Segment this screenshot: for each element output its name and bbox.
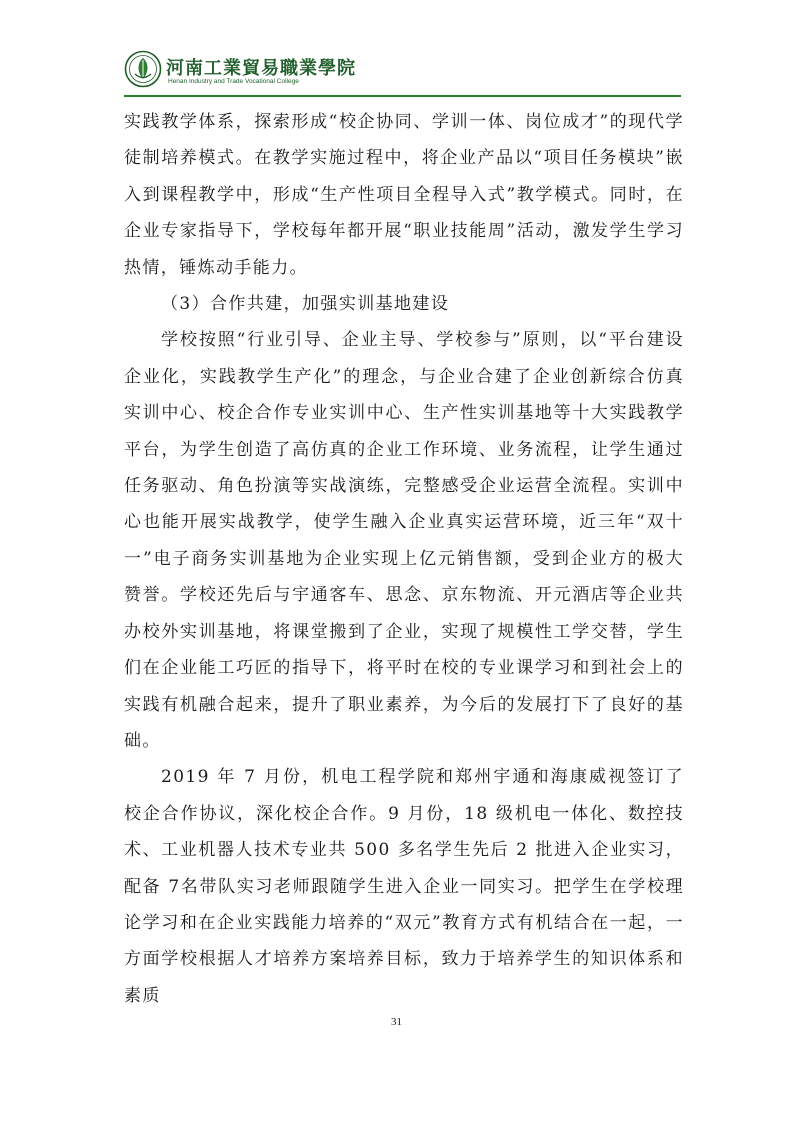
paragraph-continued: 实践教学体系，探索形成“校企协同、学训一体、岗位成才”的现代学徒制培养模式。在教学实施过程中，将企业产品以“项目任务模块”嵌入到课程教学中，形成“生产性项目全程导入式”教学模式。同时，在企业专家指导下，学校每年都开展“职业技能周”活动，激发学生学习热情，锤炼动手能力。	[124, 112, 684, 278]
page-header	[124, 50, 684, 96]
paragraph-mechatronics: 2019 年 7 月份，机电工程学院和郑州宇通和海康威视签订了校企合作协议，深化校企合作。9 月份，18 级机电一体化、数控技术、工业机器人技术专业共 500 多名学生先后 2 批进入企业实习，配备 7名带队实习老师跟随学生进入企业一同实习。把学生在学校理论学习和在企业实践能力培养的“双元”教育方式有机结合在一起，一方面学校根据人才培养方案培养目标，致力于培养学生的知识体系和素质	[124, 767, 684, 1006]
college-name-cn: 河南工業貿易職業學院	[166, 58, 356, 79]
college-name-en: Henan Industry and Trade Vocational College	[168, 78, 299, 85]
header-divider	[124, 95, 681, 97]
section-heading: （3）合作共建，加强实训基地建设	[161, 294, 450, 315]
page-number: 31	[391, 1016, 402, 1028]
paragraph-training-base: 学校按照“行业引导、企业主导、学校参与”原则，以“平台建设企业化，实践教学生产化”的理念，与企业合建了企业创新综合仿真实训中心、校企合作专业实训中心、生产性实训基地等十大实践教学平台，为学生创造了高仿真的企业工作环境、业务流程，让学生通过任务驱动、角色扮演等实战演练，完整感受企业运营全流程。实训中心也能开展实战教学，使学生融入企业真实运营环境，近三年“双十一”电子商务实训基地为企业实现上亿元销售额，受到企业方的极大赞誉。学校还先后与宇通客车、思念、京东物流、开元酒店等企业共办校外实训基地，将课堂搬到了企业，实现了规模性工学交替，学生们在企业能工巧匠的指导下，将平时在校的专业课学习和到社会上的实践有机融合起来，提升了职业素养，为今后的发展打下了良好的基础。	[124, 330, 684, 751]
college-logo-icon	[124, 50, 162, 88]
document-body	[124, 104, 684, 1014]
